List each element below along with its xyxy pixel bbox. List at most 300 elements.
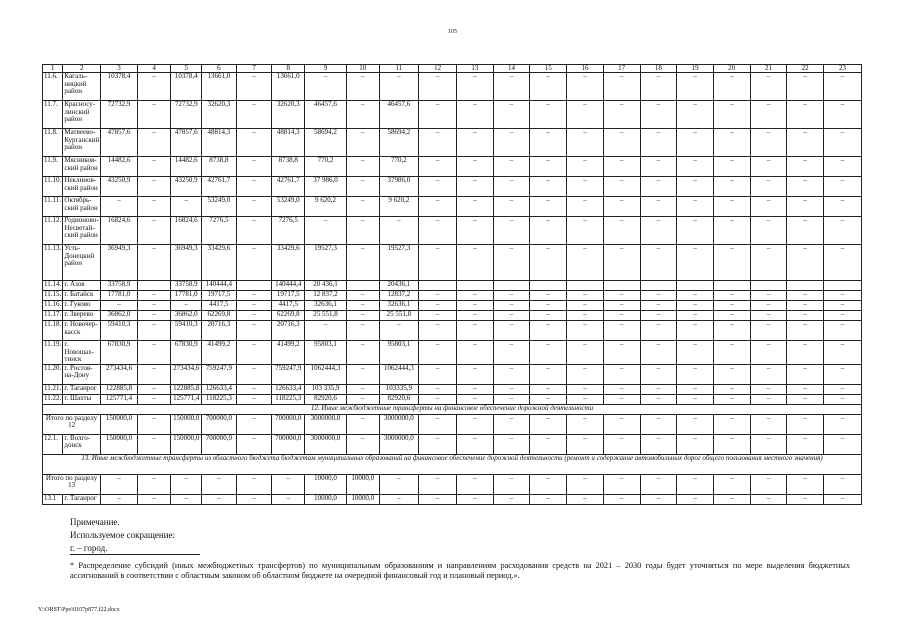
table-cell: – [202, 474, 237, 494]
header-cell: 22 [787, 65, 824, 73]
header-cell: 12 [419, 65, 457, 73]
table-cell: – [346, 73, 379, 101]
header-cell: 6 [202, 65, 237, 73]
table-cell: 53249,0 [272, 197, 305, 217]
table-cell: – [236, 474, 272, 494]
table-cell: 32636,1 [379, 301, 419, 311]
row-number: 11.10. [43, 177, 63, 197]
table-cell: – [457, 245, 494, 281]
table-cell: – [305, 217, 347, 245]
page-number: 105 [448, 29, 457, 35]
table-cell: 19717,5 [272, 291, 305, 301]
table-cell: – [787, 494, 824, 504]
table-cell: – [750, 434, 787, 454]
table-cell: – [419, 474, 457, 494]
table-cell: – [346, 177, 379, 197]
table-cell: – [713, 101, 750, 129]
table-cell: – [824, 73, 862, 101]
table-cell: 273434,6 [171, 364, 202, 384]
table-cell: – [137, 245, 171, 281]
footnote: * Распределение субсидий (иных межбюджетных трансфертов) по муниципальным образованиям и направлениям расходования средств на 2021 – 2030 годы будет уточняться по мере выделения бюджетных ассигнований в соответствии с областным законом об областном бюджете на очередной финансовый год и плановый период.». [70, 561, 850, 580]
table-cell: – [346, 311, 379, 321]
header-cell: 15 [530, 65, 567, 73]
table-cell: 3000000,0 [305, 414, 347, 434]
row-number: 11.15. [43, 291, 63, 301]
table-cell: – [493, 129, 530, 157]
table-cell: – [457, 364, 494, 384]
table-cell: – [137, 217, 171, 245]
table-cell: – [137, 474, 171, 494]
table-cell: 10000,0 [305, 494, 347, 504]
table-cell: – [824, 245, 862, 281]
table-cell: – [272, 474, 305, 494]
table-cell: 759247,9 [202, 364, 237, 384]
table-cell: 14482,6 [171, 157, 202, 177]
table-cell: – [493, 197, 530, 217]
table-cell: – [493, 177, 530, 197]
table-cell: 122885,8 [171, 384, 202, 394]
row-number: 11.9. [43, 157, 63, 177]
header-cell: 14 [493, 65, 530, 73]
table-cell: – [567, 321, 604, 341]
table-cell: 47857,6 [171, 129, 202, 157]
table-cell: – [457, 291, 494, 301]
table-row [43, 157, 862, 177]
table-cell: 3000000,0 [379, 434, 419, 454]
table-cell: – [101, 474, 138, 494]
table-row [43, 364, 862, 384]
table-cell: 8738,8 [202, 157, 237, 177]
table-cell: – [603, 157, 640, 177]
budget-table [42, 64, 862, 505]
table-cell [236, 281, 272, 291]
table-cell: – [750, 364, 787, 384]
table-cell: – [530, 311, 567, 321]
table-cell: – [346, 291, 379, 301]
table-cell: – [419, 414, 457, 434]
table-cell: 33758,9 [171, 281, 202, 291]
table-cell: – [677, 414, 714, 434]
table-cell: – [419, 434, 457, 454]
municipality-name: г. Батайск [63, 291, 101, 301]
table-cell: 17781,0 [101, 291, 138, 301]
row-number: 11.19. [43, 341, 63, 364]
row-number: 11.7. [43, 101, 63, 129]
total-label: Итого по разделу 13 [43, 474, 101, 494]
municipality-name: Неклинов- ский район [63, 177, 101, 197]
row-number: 11.13. [43, 245, 63, 281]
municipality-name: г. Ростов- на-Дону [63, 364, 101, 384]
table-cell: 67830,9 [101, 341, 138, 364]
table-cell: 36862,0 [171, 311, 202, 321]
table-cell: 33429,6 [202, 245, 237, 281]
table-cell: – [346, 341, 379, 364]
table-cell: – [640, 101, 677, 129]
table-cell: – [567, 157, 604, 177]
table-cell: – [750, 157, 787, 177]
table-cell: – [419, 177, 457, 197]
row-number: 13.1 [43, 494, 63, 504]
table-cell: – [567, 474, 604, 494]
table-cell: – [824, 157, 862, 177]
table-cell: – [787, 434, 824, 454]
table-cell: – [787, 245, 824, 281]
table-cell: – [137, 101, 171, 129]
table-row [43, 384, 862, 394]
table-cell: – [346, 394, 379, 404]
table-cell: – [603, 217, 640, 245]
table-cell: 32620,3 [272, 101, 305, 129]
header-cell: 1 [43, 65, 63, 73]
table-cell: – [824, 197, 862, 217]
table-cell: – [457, 494, 494, 504]
table-cell: – [640, 245, 677, 281]
table-cell: 19527,3 [305, 245, 347, 281]
table-cell: 12837,2 [379, 291, 419, 301]
row-number: 11.17. [43, 311, 63, 321]
table-cell [750, 281, 787, 291]
table-cell: – [530, 197, 567, 217]
municipality-name: г. Таганрог [63, 384, 101, 394]
table-cell: – [567, 129, 604, 157]
table-cell: – [603, 301, 640, 311]
header-cell: 20 [713, 65, 750, 73]
table-cell: – [419, 394, 457, 404]
table-cell: – [640, 341, 677, 364]
table-cell: – [419, 217, 457, 245]
table-cell: – [824, 177, 862, 197]
table-cell: – [567, 301, 604, 311]
table-cell: – [567, 101, 604, 129]
table-cell: – [750, 291, 787, 301]
table-cell: 20 436,1 [305, 281, 347, 291]
abbreviation-item: г. – город. [70, 543, 108, 553]
table-cell [137, 281, 171, 291]
table-cell: – [236, 311, 272, 321]
table-cell: – [603, 291, 640, 301]
table-cell: – [713, 301, 750, 311]
table-cell: – [171, 197, 202, 217]
table-cell: 25 551,8 [305, 311, 347, 321]
table-cell: – [640, 394, 677, 404]
table-cell: – [171, 301, 202, 311]
header-cell: 7 [236, 65, 272, 73]
table-cell: – [750, 177, 787, 197]
table-cell: 41499,2 [272, 341, 305, 364]
table-cell: – [419, 291, 457, 301]
table-cell: – [236, 177, 272, 197]
row-number: 11.21. [43, 384, 63, 394]
table-cell: – [713, 364, 750, 384]
table-cell: – [713, 245, 750, 281]
table-cell: – [457, 73, 494, 101]
table-cell: – [640, 157, 677, 177]
table-cell: – [677, 341, 714, 364]
table-cell: – [750, 494, 787, 504]
municipality-name: Октябрь- ский район [63, 197, 101, 217]
table-cell: – [137, 434, 171, 454]
table-cell: – [419, 494, 457, 504]
table-cell: – [603, 177, 640, 197]
table-cell: 36949,3 [171, 245, 202, 281]
table-cell: – [171, 474, 202, 494]
table-cell: – [750, 301, 787, 311]
table-cell: – [787, 321, 824, 341]
table-cell: – [346, 301, 379, 311]
table-cell: – [305, 321, 347, 341]
table-cell: – [137, 311, 171, 321]
table-cell: – [640, 321, 677, 341]
table-cell: – [236, 494, 272, 504]
table-cell: – [567, 384, 604, 394]
table-cell: 33758,9 [101, 281, 138, 291]
total-row [43, 414, 862, 434]
table-cell: 10000,0 [305, 474, 347, 494]
table-row [43, 341, 862, 364]
table-cell: 125771,4 [171, 394, 202, 404]
table-cell: – [677, 177, 714, 197]
table-cell: – [640, 291, 677, 301]
table-cell: – [493, 434, 530, 454]
table-cell: – [493, 291, 530, 301]
table-cell: – [713, 394, 750, 404]
table-cell: 82920,6 [379, 394, 419, 404]
table-cell: – [530, 321, 567, 341]
header-cell: 3 [101, 65, 138, 73]
table-header-row [43, 65, 862, 73]
table-cell: – [171, 494, 202, 504]
table-cell: – [567, 73, 604, 101]
table-cell: – [640, 301, 677, 311]
table-cell: – [567, 434, 604, 454]
table-cell: 48814,3 [272, 129, 305, 157]
table-cell: – [236, 321, 272, 341]
header-cell: 19 [677, 65, 714, 73]
table-cell: – [713, 414, 750, 434]
table-cell: 37 986,0 [305, 177, 347, 197]
table-cell: – [824, 129, 862, 157]
table-cell: 43250,9 [171, 177, 202, 197]
table-cell: – [640, 217, 677, 245]
table-row [43, 245, 862, 281]
table-cell: 770,2 [305, 157, 347, 177]
table-cell: 770,2 [379, 157, 419, 177]
table-row [43, 311, 862, 321]
table-cell: – [640, 364, 677, 384]
table-cell: – [677, 434, 714, 454]
table-cell [457, 281, 494, 291]
table-cell: – [603, 197, 640, 217]
table-cell: 700000,0 [272, 434, 305, 454]
table-row [43, 101, 862, 129]
table-cell: – [530, 129, 567, 157]
table-cell: – [787, 197, 824, 217]
table-cell: – [305, 73, 347, 101]
municipality-name: г. Таганрог [63, 494, 101, 504]
table-cell: – [493, 494, 530, 504]
table-cell: – [567, 177, 604, 197]
table-cell: – [787, 217, 824, 245]
table-cell: 700000,0 [202, 434, 237, 454]
table-cell: – [677, 394, 714, 404]
header-cell: 18 [640, 65, 677, 73]
table-cell: – [457, 217, 494, 245]
table-row [43, 321, 862, 341]
municipality-name: Кагаль- ницкий район [63, 73, 101, 101]
table-cell [530, 281, 567, 291]
table-cell: – [787, 474, 824, 494]
table-cell: 59410,3 [101, 321, 138, 341]
table-cell: – [677, 197, 714, 217]
table-cell: – [457, 341, 494, 364]
table-cell: – [603, 384, 640, 394]
table-cell: – [750, 311, 787, 321]
table-cell: – [787, 384, 824, 394]
table-cell: – [677, 474, 714, 494]
table-cell: 19717,5 [202, 291, 237, 301]
table-cell: – [567, 197, 604, 217]
table-cell: – [713, 321, 750, 341]
table-cell: – [457, 101, 494, 129]
table-cell: – [419, 321, 457, 341]
municipality-name: Усть- Донецкий район [63, 245, 101, 281]
table-cell: – [493, 245, 530, 281]
table-cell: – [567, 364, 604, 384]
table-cell: – [603, 311, 640, 321]
table-cell: – [530, 73, 567, 101]
table-cell: 58694,2 [379, 129, 419, 157]
table-cell: 10000,0 [346, 494, 379, 504]
table-cell: – [236, 291, 272, 301]
table-cell: – [419, 101, 457, 129]
table-cell: – [379, 217, 419, 245]
table-cell: – [677, 217, 714, 245]
table-cell: – [750, 217, 787, 245]
table-cell: 4417,5 [272, 301, 305, 311]
table-cell: – [419, 73, 457, 101]
table-cell: – [713, 341, 750, 364]
table-cell: – [640, 177, 677, 197]
header-cell: 16 [567, 65, 604, 73]
table-cell: – [137, 157, 171, 177]
table-cell: – [419, 197, 457, 217]
table-cell: 16824,6 [171, 217, 202, 245]
table-cell: – [750, 129, 787, 157]
table-cell: – [419, 341, 457, 364]
table-cell: – [603, 474, 640, 494]
table-cell: 20716,3 [272, 321, 305, 341]
table-cell: – [750, 394, 787, 404]
table-cell: 103335,9 [379, 384, 419, 394]
table-cell: – [787, 394, 824, 404]
table-cell: – [530, 394, 567, 404]
table-row [43, 291, 862, 301]
table-cell: – [713, 177, 750, 197]
table-cell: – [677, 301, 714, 311]
table-cell: – [713, 474, 750, 494]
header-cell: 5 [171, 65, 202, 73]
table-cell: 62269,8 [272, 311, 305, 321]
table-cell: – [493, 414, 530, 434]
table-cell: – [677, 384, 714, 394]
table-row [43, 217, 862, 245]
table-cell: – [530, 364, 567, 384]
table-cell: 700000,0 [202, 414, 237, 434]
table-cell: 25 551,8 [379, 311, 419, 321]
table-cell: – [750, 341, 787, 364]
table-cell: – [603, 341, 640, 364]
table-cell: – [236, 301, 272, 311]
table-cell: – [236, 73, 272, 101]
table-cell: – [567, 291, 604, 301]
table-cell: 1062444,3 [379, 364, 419, 384]
table-cell: 122885,8 [101, 384, 138, 394]
table-cell: – [346, 364, 379, 384]
table-cell: 150000,0 [101, 434, 138, 454]
table-cell: 14482,6 [101, 157, 138, 177]
table-cell: – [419, 364, 457, 384]
table-cell: – [677, 129, 714, 157]
table-cell: – [493, 73, 530, 101]
table-cell: – [379, 73, 419, 101]
table-cell: – [530, 291, 567, 301]
table-cell: 126633,4 [202, 384, 237, 394]
table-cell: – [567, 311, 604, 321]
table-cell: 150000,0 [171, 414, 202, 434]
table-cell: 42761,7 [202, 177, 237, 197]
table-cell: – [236, 129, 272, 157]
table-cell: – [603, 434, 640, 454]
table-cell: – [750, 384, 787, 394]
table-cell: 46457,6 [305, 101, 347, 129]
table-cell: 20436,1 [379, 281, 419, 291]
table-cell: – [824, 364, 862, 384]
table-cell: – [713, 217, 750, 245]
table-cell: – [493, 217, 530, 245]
table-cell: 16824,6 [101, 217, 138, 245]
table-cell: – [787, 177, 824, 197]
table-cell: 150000,0 [101, 414, 138, 434]
municipality-name: г. Новочер- касск [63, 321, 101, 341]
table-cell: 36862,0 [101, 311, 138, 321]
table-cell: 1062444,3 [305, 364, 347, 384]
table-cell: – [236, 384, 272, 394]
table-cell: – [713, 311, 750, 321]
table-cell: – [493, 321, 530, 341]
table-cell: – [567, 217, 604, 245]
table-cell: – [750, 73, 787, 101]
table-cell: – [346, 321, 379, 341]
table-cell: – [530, 301, 567, 311]
row-number: 11.6. [43, 73, 63, 101]
section-heading-row [43, 454, 862, 474]
table-cell: – [137, 494, 171, 504]
table-cell: 32620,3 [202, 101, 237, 129]
table-cell: – [713, 129, 750, 157]
municipality-name: Матвеево- Курганский район [63, 129, 101, 157]
table-cell: 273434,6 [101, 364, 138, 384]
table-cell: 41499,2 [202, 341, 237, 364]
table-cell: – [567, 494, 604, 504]
table-cell: – [640, 311, 677, 321]
table-cell: – [236, 341, 272, 364]
table-cell: – [457, 384, 494, 394]
table-cell: – [530, 341, 567, 364]
table-cell: – [603, 245, 640, 281]
municipality-name: г. Шахты [63, 394, 101, 404]
table-cell: 140444,4 [272, 281, 305, 291]
table-cell: – [457, 321, 494, 341]
